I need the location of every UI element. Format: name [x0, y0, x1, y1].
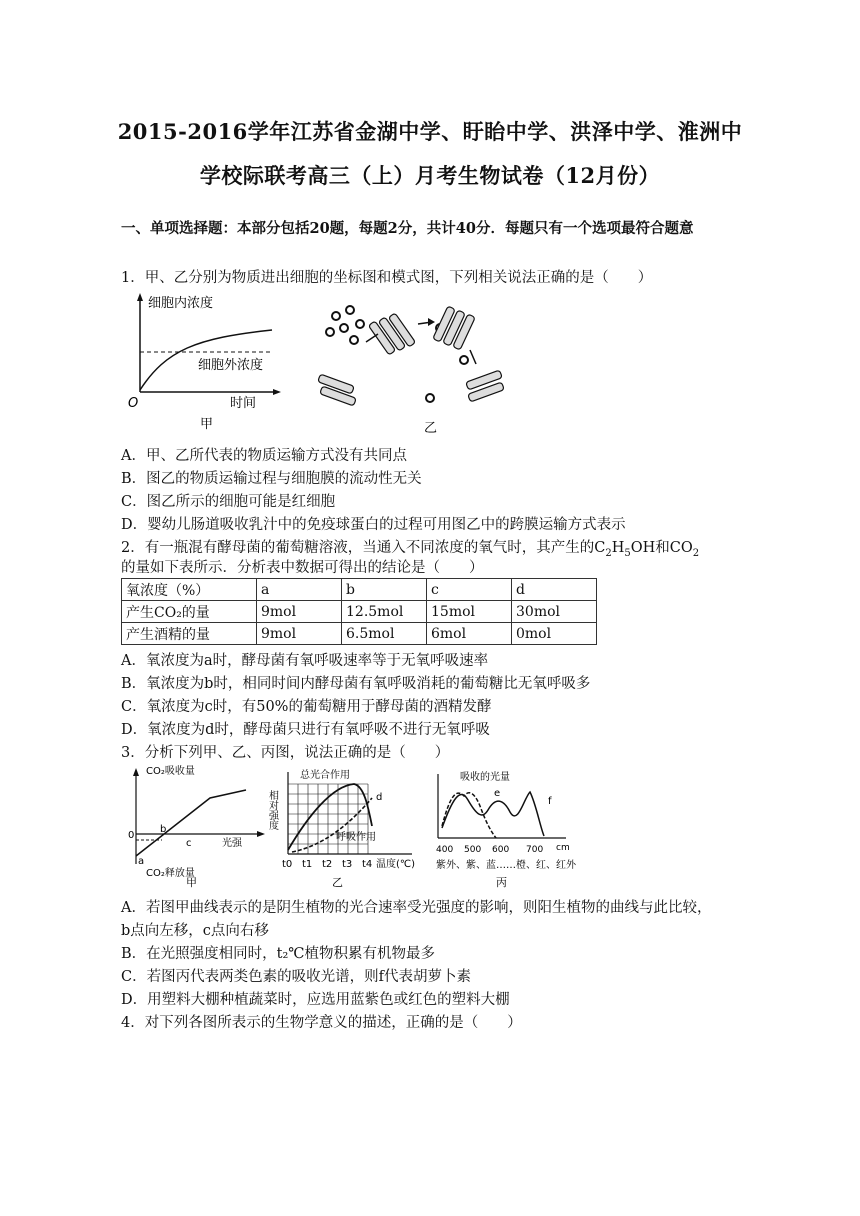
q1-jia-curve-label: 细胞外浓度: [198, 358, 264, 373]
q3-yi-ylabel: 相对强度: [266, 790, 278, 830]
q3-jia-ybottom: CO₂释放量: [146, 868, 195, 879]
q3-jia-zero: 0: [128, 830, 135, 841]
q2-option-b: B．氧浓度为b时，相同时间内酵母菌有氧呼吸消耗的葡萄糖比无氧呼吸多: [121, 676, 591, 692]
exam-title-line2: 学校际联考高三（上）月考生物试卷（12月份）: [199, 163, 661, 188]
q1-yi-caption: 乙: [424, 421, 438, 436]
q3-bing-curve-e: e: [494, 788, 501, 799]
q3-option-d: D．用塑料大棚种植蔬菜时，应选用蓝紫色或红色的塑料大棚: [121, 992, 510, 1008]
q3-yi-tick-t3: t3: [342, 859, 353, 870]
table-cell: c: [427, 579, 512, 601]
table-cell: 氧浓度（%）: [122, 579, 257, 601]
q2-stem-part1: 2．有一瓶混有酵母菌的葡萄糖溶液，当通入不同浓度的氧气时，其产生的C: [121, 540, 606, 556]
q2-option-a: A．氧浓度为a时，酵母菌有氧呼吸速率等于无氧呼吸速率: [121, 653, 489, 669]
q2-stem-part3: OH和CO: [630, 540, 693, 556]
q3-yi-resp-label: 呼吸作用: [336, 832, 376, 843]
q3-bing-unit: cm: [556, 843, 570, 853]
q1-option-c: C．图乙所示的细胞可能是红细胞: [121, 494, 336, 510]
q3-bing-curve-f: f: [548, 796, 552, 807]
q2-stem-part2: H: [611, 540, 625, 556]
q3-figure-jia: [126, 764, 266, 890]
q3-option-c: C．若图丙代表两类色素的吸收光谱，则f代表胡萝卜素: [121, 969, 471, 985]
table-cell: b: [342, 579, 427, 601]
q3-bing-tick-600: 600: [492, 845, 510, 855]
q3-yi-caption: 乙: [332, 876, 343, 889]
q3-option-a-line1: A．若图甲曲线表示的是阴生植物的光合速率受光强度的影响，则阳生植物的曲线与此比较，: [121, 900, 712, 916]
section-heading: 一、单项选择题：本部分包括20题，每题2分，共计40分．每题只有一个选项最符合题意: [121, 220, 694, 237]
q2-stem-line2: 的量如下表所示．分析表中数据可得出的结论是（ ）: [121, 560, 484, 576]
q2-option-c: C．氧浓度为c时，有50%的葡萄糖用于酵母菌的酒精发酵: [121, 699, 492, 715]
q3-yi-xlabel: 温度(℃): [376, 859, 416, 870]
q2-stem-line1: 2．有一瓶混有酵母菌的葡萄糖溶液，当通入不同浓度的氧气时，其产生的$C_2H_5OH$和$CO_2$: [121, 540, 700, 559]
table-row: [122, 623, 597, 645]
q1-stem: 1．甲、乙分别为物质进出细胞的坐标图和模式图，下列相关说法正确的是（ ）: [121, 270, 653, 286]
table-cell: 15mol: [427, 601, 512, 623]
q1-jia-caption: 甲: [200, 417, 214, 432]
q3-option-a-line2: b点向左移，c点向右移: [121, 923, 269, 939]
q1-option-b: B．图乙的物质运输过程与细胞膜的流动性无关: [121, 471, 422, 487]
q3-bing-tick-700: 700: [526, 845, 544, 855]
table-cell: 6mol: [427, 623, 512, 645]
q3-stem: 3．分析下列甲、乙、丙图，说法正确的是（ ）: [121, 745, 450, 761]
table-row: [122, 601, 597, 623]
q3-figure-yi: [266, 766, 416, 890]
table-row: [122, 579, 597, 601]
q1-jia-xlabel: 时间: [230, 396, 257, 411]
q3-jia-point-b: b: [160, 824, 167, 835]
q3-jia-caption: 甲: [186, 876, 197, 889]
q3-jia-ytop: CO₂吸收量: [146, 766, 195, 777]
table-cell: 产生CO₂的量: [122, 601, 257, 623]
q3-jia-point-c: c: [186, 838, 192, 849]
q3-yi-tick-t4: t4: [362, 859, 373, 870]
q2-data-table: [121, 578, 597, 645]
q1-option-a: A．甲、乙所代表的物质运输方式没有共同点: [121, 448, 407, 464]
q1-option-d: D．婴幼儿肠道吸收乳汁中的免疫球蛋白的过程可用图乙中的跨膜运输方式表示: [121, 517, 626, 533]
q3-bing-ylabel: 吸收的光量: [460, 772, 510, 783]
q3-bing-tick-400: 400: [436, 845, 454, 855]
table-cell: 9mol: [257, 623, 342, 645]
table-cell: d: [512, 579, 597, 601]
table-cell: 30mol: [512, 601, 597, 623]
table-cell: 产生酒精的量: [122, 623, 257, 645]
q3-bing-caption: 丙: [496, 876, 507, 889]
q3-bing-tick-500: 500: [464, 845, 482, 855]
q1-figure-yi: [320, 298, 520, 438]
q3-option-b: B．在光照强度相同时，t₂℃植物积累有机物最多: [121, 946, 436, 962]
q1-jia-ylabel: 细胞内浓度: [148, 296, 214, 311]
q3-yi-top-label: 总光合作用: [300, 770, 350, 781]
q3-figure-bing: [430, 766, 580, 890]
q2-option-d: D．氧浓度为d时，酵母菌只进行有氧呼吸不进行无氧呼吸: [121, 722, 490, 738]
exam-title-line1: 2015-2016学年江苏省金湖中学、盱眙中学、洪泽中学、淮洲中: [117, 119, 743, 144]
q3-yi-tick-t0: t0: [282, 859, 293, 870]
q4-stem: 4．对下列各图所表示的生物学意义的描述，正确的是（ ）: [121, 1015, 522, 1031]
table-cell: 9mol: [257, 601, 342, 623]
table-cell: 6.5mol: [342, 623, 427, 645]
q3-yi-tick-t2: t2: [322, 859, 333, 870]
q3-jia-xlabel: 光强: [222, 838, 242, 849]
q3-jia-point-a: a: [138, 856, 145, 867]
q1-jia-origin: O: [128, 396, 139, 411]
q3-yi-tick-t1: t1: [302, 859, 313, 870]
q3-bing-colors: 紫外、紫、蓝……橙、红、红外: [436, 860, 576, 871]
table-cell: 12.5mol: [342, 601, 427, 623]
table-cell: 0mol: [512, 623, 597, 645]
q3-yi-curve-d: d: [376, 792, 383, 803]
table-cell: a: [257, 579, 342, 601]
q1-figure-jia: [126, 290, 282, 436]
